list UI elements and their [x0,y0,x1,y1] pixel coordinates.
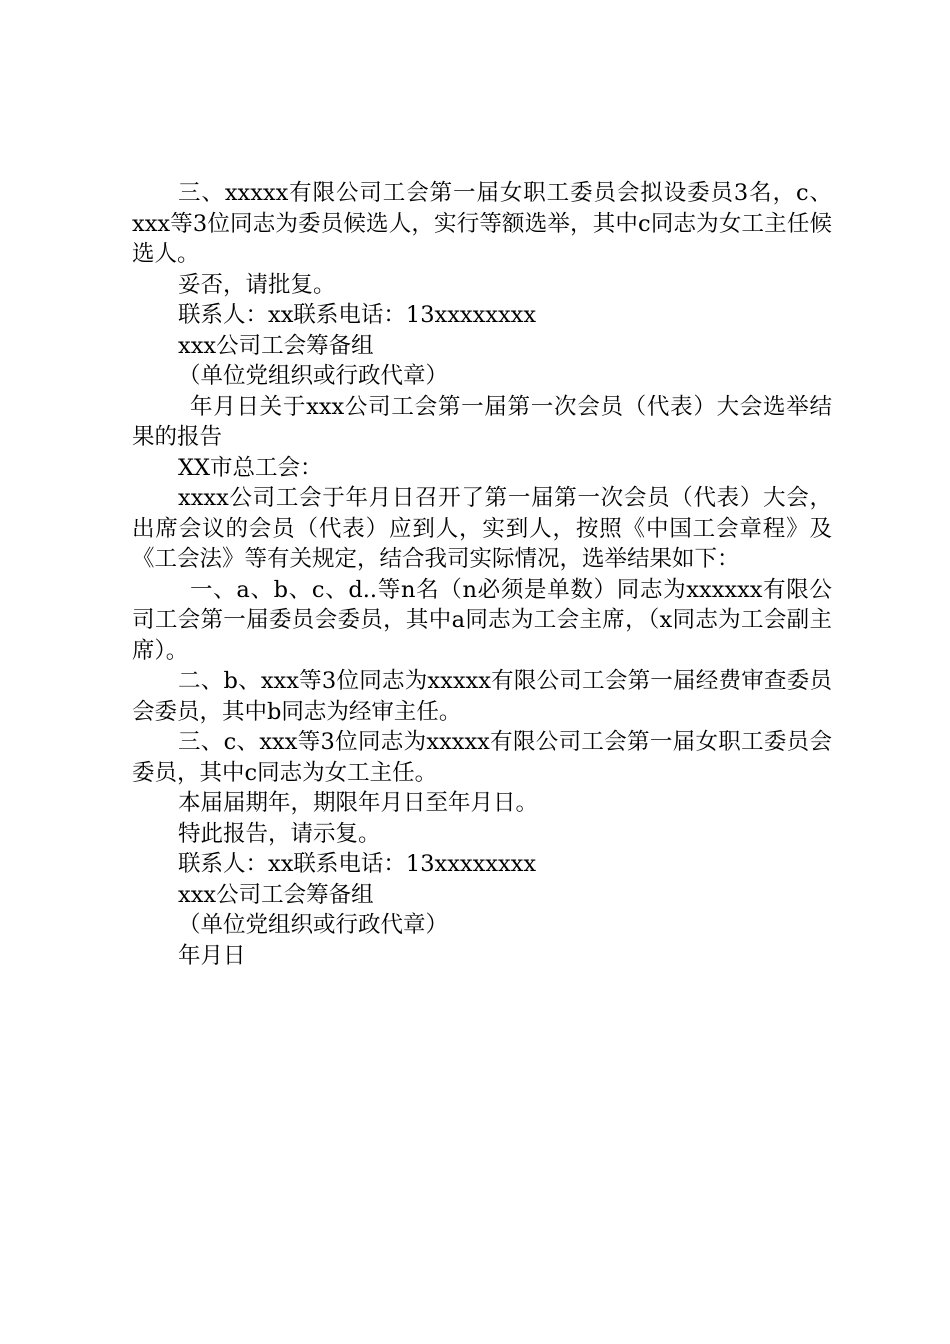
paragraph-result-women: 三、c、xxx等3位同志为xxxxx有限公司工会第一届女职工委员会委员，其中c同志为女工主任。 [132,729,832,786]
paragraph-seal-note-1: （单位党组织或行政代章） [178,363,449,389]
paragraph-contact-2: 联系人：xx联系电话：13xxxxxxxx [178,851,537,877]
paragraph-report-title: 年月日关于xxx公司工会第一届第一次会员（代表）大会选举结果的报告 [132,393,832,450]
paragraph-term: 本届届期年，期限年月日至年月日。 [178,790,539,816]
paragraph-seal-note-2: （单位党组织或行政代章） [178,912,449,938]
paragraph-organizer-1: xxx公司工会筹备组 [178,332,374,359]
paragraph-addressee: XX市总工会： [178,454,323,481]
paragraph-organizer-2: xxx公司工会筹备组 [178,881,374,908]
paragraph-women-committee-nomination: 三、xxxxx有限公司工会第一届女职工委员会拟设委员3名，c、xxx等3位同志为委员候选人，实行等额选举，其中c同志为女工主任候选人。 [132,180,832,267]
paragraph-result-audit: 二、b、xxx等3位同志为xxxxx有限公司工会第一届经费审查委员会委员，其中b同志为经审主任。 [132,668,832,725]
paragraph-report-intro: xxxx公司工会于年月日召开了第一届第一次会员（代表）大会，出席会议的会员（代表）应到人，实到人，按照《中国工会章程》及《工会法》等有关规定，结合我司实际情况，选举结果如下： [132,485,832,572]
paragraph-date: 年月日 [178,942,246,969]
paragraph-contact-1: 联系人：xx联系电话：13xxxxxxxx [178,302,537,328]
paragraph-result-committee: 一、a、b、c、d..等n名（n必须是单数）同志为xxxxxx有限公司工会第一届委员会委员，其中a同志为工会主席，（x同志为工会副主席）。 [132,576,832,664]
paragraph-request-approval: 妥否，请批复。 [178,271,336,298]
paragraph-closing: 特此报告，请示复。 [178,820,381,847]
document-body [132,178,832,971]
